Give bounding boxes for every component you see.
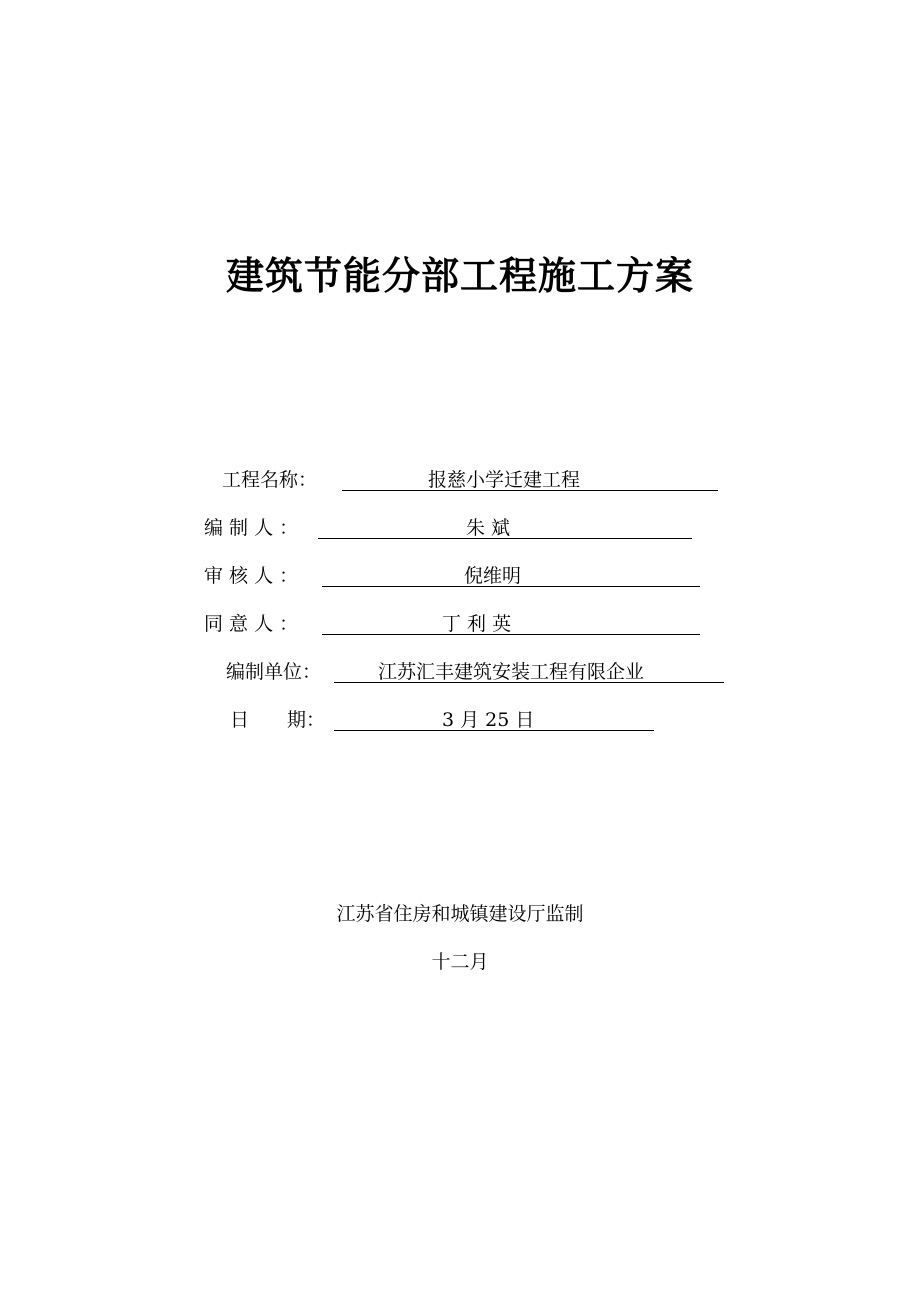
compiler-value: 朱 斌: [466, 517, 511, 539]
compiler-underline: [318, 514, 692, 539]
field-compiler: [204, 514, 704, 542]
reviewer-value: 倪维明: [464, 565, 522, 587]
field-project-name: [222, 466, 722, 494]
field-date: [230, 706, 660, 734]
project-name-value: 报慈小学迁建工程: [428, 469, 581, 491]
date-value: 3 月 25 日: [442, 709, 535, 731]
unit-value: 江苏汇丰建筑安装工程有限企业: [378, 661, 645, 683]
field-reviewer: [204, 562, 704, 590]
date-underline: [334, 706, 654, 731]
compiler-label: 编 制 人 ：: [204, 517, 299, 539]
date-label: 日 期：: [230, 709, 326, 731]
unit-label: 编制单位：: [226, 661, 322, 683]
unit-underline: [334, 658, 724, 683]
reviewer-label: 审 核 人 ：: [204, 565, 299, 587]
project-name-label: 工程名称：: [222, 469, 318, 491]
month-line: 十二月: [431, 951, 489, 973]
approver-value: 丁 利 英: [442, 613, 512, 635]
reviewer-underline: [322, 562, 700, 587]
document-title: 建筑节能分部工程施工方案: [225, 254, 694, 298]
approver-label: 同 意 人 ：: [204, 613, 299, 635]
field-unit: [226, 658, 726, 686]
approver-underline: [322, 610, 700, 635]
supervisor-line: 江苏省住房和城镇建设厅监制: [336, 903, 584, 925]
field-approver: [204, 610, 704, 638]
project-name-underline: [342, 466, 718, 491]
